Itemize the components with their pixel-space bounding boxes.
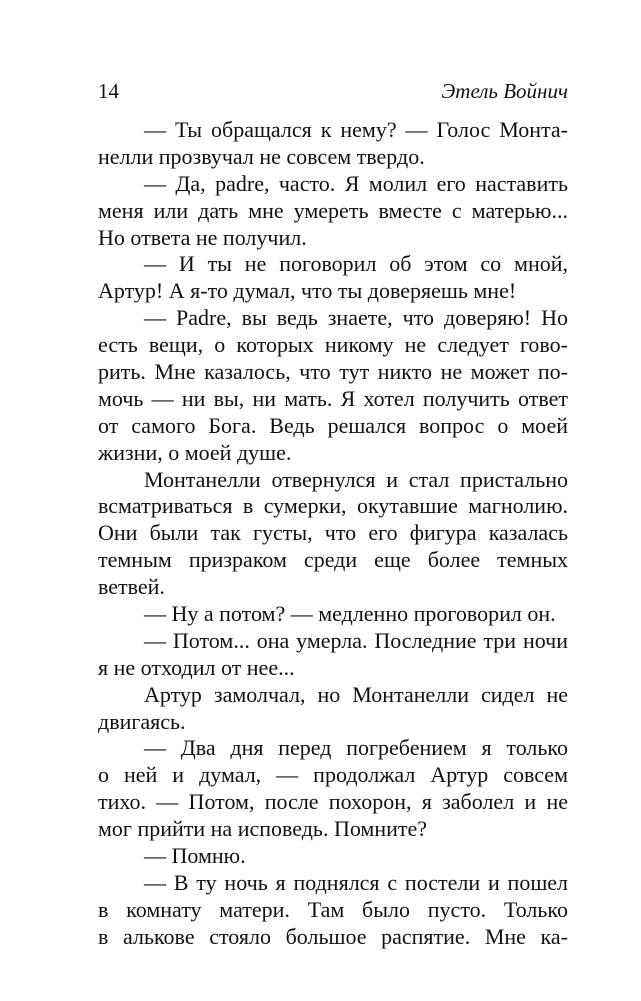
text-line: тихо. — Потом, после похорон, я заболел и не <box>98 789 568 815</box>
text-line: ветвей. <box>98 574 165 600</box>
text-line: в комнату матери. Там было пусто. Только <box>98 896 568 922</box>
text-line: темным призраком среди еще более темных <box>98 547 568 573</box>
text-line: — Да, padre, часто. Я молил его наставить <box>144 170 568 196</box>
text-line: Монтанелли отвернулся и стал пристально <box>144 466 568 492</box>
text-line: от самого Бога. Ведь решался вопрос о моей <box>98 412 568 438</box>
running-head-author: Этель Войнич <box>441 79 568 103</box>
text-line: — Потом... она умерла. Последние три ночи <box>144 627 568 653</box>
text-line: в алькове стояло большое распятие. Мне ка- <box>98 923 568 949</box>
text-line: мочь — ни вы, ни мать. Я хотел получить ответ <box>98 385 568 411</box>
text-line: двигаясь. <box>98 708 186 734</box>
page-number: 14 <box>98 79 119 103</box>
text-line: — В ту ночь я поднялся с постели и пошел <box>144 869 568 895</box>
text-line: мог прийти на исповедь. Помните? <box>98 816 428 842</box>
text-line: Но ответа не получил. <box>98 224 307 250</box>
text-line: жизни, о моей душе. <box>98 439 292 465</box>
text-line: — И ты не поговорил об этом со мной, <box>144 251 568 277</box>
text-line: есть вещи, о которых никому не следует гово- <box>98 332 568 358</box>
text-line: меня или дать мне умереть вместе с матерью... <box>98 197 568 223</box>
page-header <box>98 79 568 107</box>
text-line: всматриваться в сумерки, окутавшие магнолию. <box>98 493 568 519</box>
text-line: — Помню. <box>144 843 246 869</box>
text-line: — Два дня перед погребением я только <box>144 735 568 761</box>
text-line: нелли прозвучал не совсем твердо. <box>98 143 425 169</box>
text-line: о ней и думал, — продолжал Артур совсем <box>98 762 568 788</box>
text-line: Артур! А я-то думал, что ты доверяешь мне! <box>98 278 517 304</box>
text-line: Они были так густы, что его фигура казалась <box>98 520 568 546</box>
body-text <box>98 117 568 951</box>
text-line: — Ну а потом? — медленно проговорил он. <box>144 601 556 627</box>
text-line: я не отходил от нее... <box>98 654 295 680</box>
text-line: — Padre, вы ведь знаете, что доверяю! Но <box>144 305 568 331</box>
text-line: рить. Мне казалось, что тут никто не может по- <box>98 359 568 385</box>
text-line: — Ты обращался к нему? — Голос Монта- <box>144 117 568 142</box>
text-line: Артур замолчал, но Монтанелли сидел не <box>144 681 568 707</box>
